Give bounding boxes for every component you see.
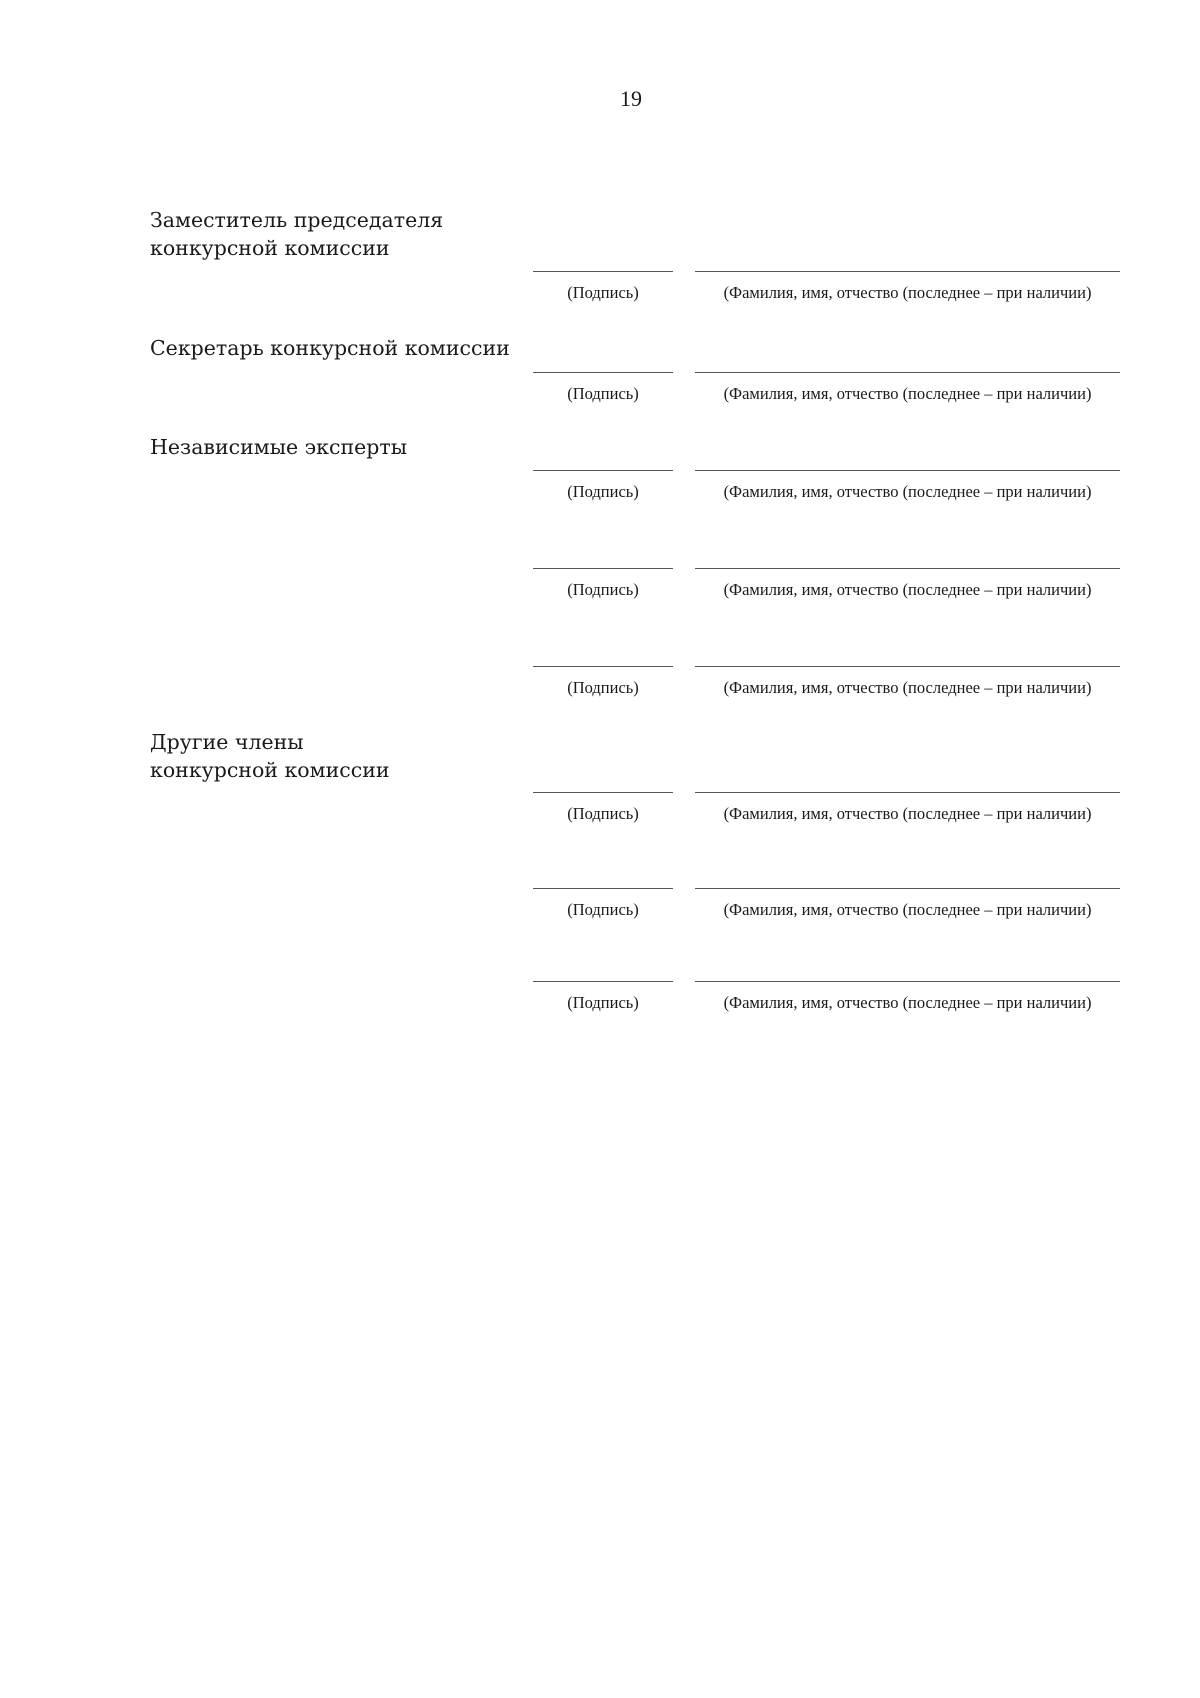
signature-line[interactable] <box>533 888 673 889</box>
signature-row-member-2 <box>0 888 1200 928</box>
deputy-chairman-title-line1: Заместитель председателя <box>150 208 444 232</box>
signature-line[interactable] <box>533 981 673 982</box>
signature-caption: (Подпись) <box>567 678 639 697</box>
full-name-caption: (Фамилия, имя, отчество (последнее – при наличии) <box>723 993 1092 1012</box>
full-name-line[interactable] <box>695 792 1120 793</box>
signature-caption: (Подпись) <box>567 482 639 501</box>
full-name-line[interactable] <box>695 981 1120 982</box>
signature-row-member-1 <box>0 792 1200 832</box>
deputy-chairman-title-line2: конкурсной комиссии <box>150 236 390 260</box>
full-name-line[interactable] <box>695 372 1120 373</box>
signature-caption: (Подпись) <box>567 580 639 599</box>
full-name-caption: (Фамилия, имя, отчество (последнее – при наличии) <box>723 900 1092 919</box>
signature-row-member-3 <box>0 981 1200 1021</box>
signature-line[interactable] <box>533 792 673 793</box>
page-number: 19 <box>620 86 642 111</box>
signature-row-secretary <box>0 372 1200 412</box>
signature-row-expert-2 <box>0 568 1200 608</box>
signature-line[interactable] <box>533 470 673 471</box>
full-name-line[interactable] <box>695 568 1120 569</box>
full-name-caption: (Фамилия, имя, отчество (последнее – при наличии) <box>723 482 1092 501</box>
other-members-title <box>150 728 390 784</box>
signature-line[interactable] <box>533 666 673 667</box>
full-name-caption: (Фамилия, имя, отчество (последнее – при наличии) <box>723 283 1092 302</box>
independent-experts-title-line1: Независимые эксперты <box>150 435 408 459</box>
other-members-title-line2: конкурсной комиссии <box>150 758 390 782</box>
other-members-title-line1: Другие члены <box>150 730 304 754</box>
signature-caption: (Подпись) <box>567 283 639 302</box>
secretary-title <box>150 334 510 362</box>
signature-row-deputy <box>0 271 1200 311</box>
signature-line[interactable] <box>533 271 673 272</box>
signature-caption: (Подпись) <box>567 384 639 403</box>
signature-caption: (Подпись) <box>567 804 639 823</box>
deputy-chairman-title <box>150 206 443 262</box>
full-name-caption: (Фамилия, имя, отчество (последнее – при наличии) <box>723 804 1092 823</box>
full-name-caption: (Фамилия, имя, отчество (последнее – при наличии) <box>723 678 1092 697</box>
signature-row-expert-1 <box>0 470 1200 510</box>
full-name-line[interactable] <box>695 470 1120 471</box>
full-name-line[interactable] <box>695 666 1120 667</box>
signature-caption: (Подпись) <box>567 993 639 1012</box>
signature-row-expert-3 <box>0 666 1200 706</box>
full-name-line[interactable] <box>695 888 1120 889</box>
full-name-caption: (Фамилия, имя, отчество (последнее – при наличии) <box>723 384 1092 403</box>
signature-line[interactable] <box>533 568 673 569</box>
full-name-line[interactable] <box>695 271 1120 272</box>
signature-caption: (Подпись) <box>567 900 639 919</box>
secretary-title-line1: Секретарь конкурсной комиссии <box>150 336 510 360</box>
full-name-caption: (Фамилия, имя, отчество (последнее – при наличии) <box>723 580 1092 599</box>
signature-line[interactable] <box>533 372 673 373</box>
independent-experts-title <box>150 433 407 461</box>
